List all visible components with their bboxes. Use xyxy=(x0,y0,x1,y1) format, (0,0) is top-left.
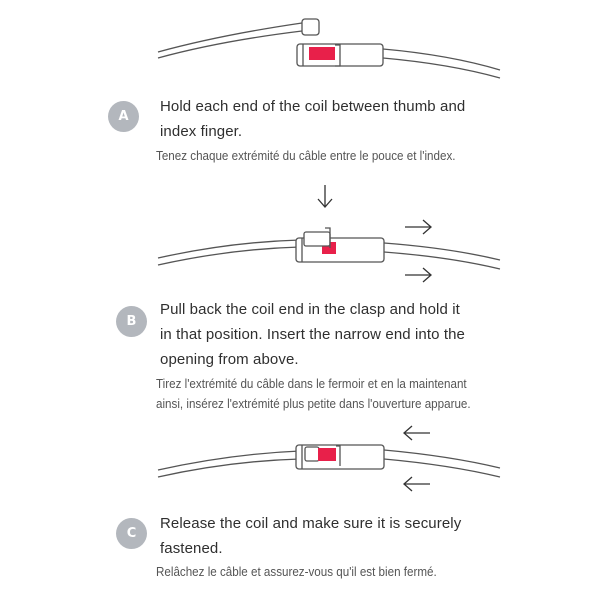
text-line: opening from above. xyxy=(160,351,299,368)
text-line: fastened. xyxy=(160,540,223,557)
text-line: Relâchez le câble et assurez-vous qu'il est bien fermé. xyxy=(156,565,437,579)
step-c-french xyxy=(156,562,437,582)
text-line: in that position. Insert the narrow end into the xyxy=(160,326,465,343)
arrow-left-icon xyxy=(404,477,430,491)
clasp-open-diagram xyxy=(0,0,600,90)
clasp-insert-diagram xyxy=(0,180,600,285)
arrow-left-icon xyxy=(404,426,430,440)
step-badge-a: A xyxy=(108,101,139,132)
clasp-red-insert xyxy=(309,47,335,60)
text-line: ainsi, insérez l'extrémité plus petite dans l'ouverture apparue. xyxy=(156,397,471,411)
clasp-red-insert xyxy=(318,448,336,461)
text-line: Tenez chaque extrémité du câble entre le pouce et l'index. xyxy=(156,149,456,163)
step-badge-c: C xyxy=(116,518,147,549)
step-c-english xyxy=(160,511,461,561)
text-line: Hold each end of the coil between thumb and xyxy=(160,98,466,115)
text-line: Pull back the coil end in the clasp and hold it xyxy=(160,301,460,318)
text-line: Tirez l'extrémité du câble dans le fermoir et en la maintenant xyxy=(156,377,467,391)
arrow-down-icon xyxy=(318,185,332,207)
step-a-english xyxy=(160,94,465,144)
arrow-right-icon xyxy=(405,220,431,234)
text-line: index finger. xyxy=(160,123,243,140)
step-a-french xyxy=(156,146,456,166)
text-line: Release the coil and make sure it is securely xyxy=(160,515,462,532)
step-b-french xyxy=(156,374,471,414)
step-badge-b: B xyxy=(116,306,147,337)
step-b-english xyxy=(160,297,465,372)
arrow-right-icon xyxy=(405,268,431,282)
clasp-closed-diagram xyxy=(0,418,600,503)
